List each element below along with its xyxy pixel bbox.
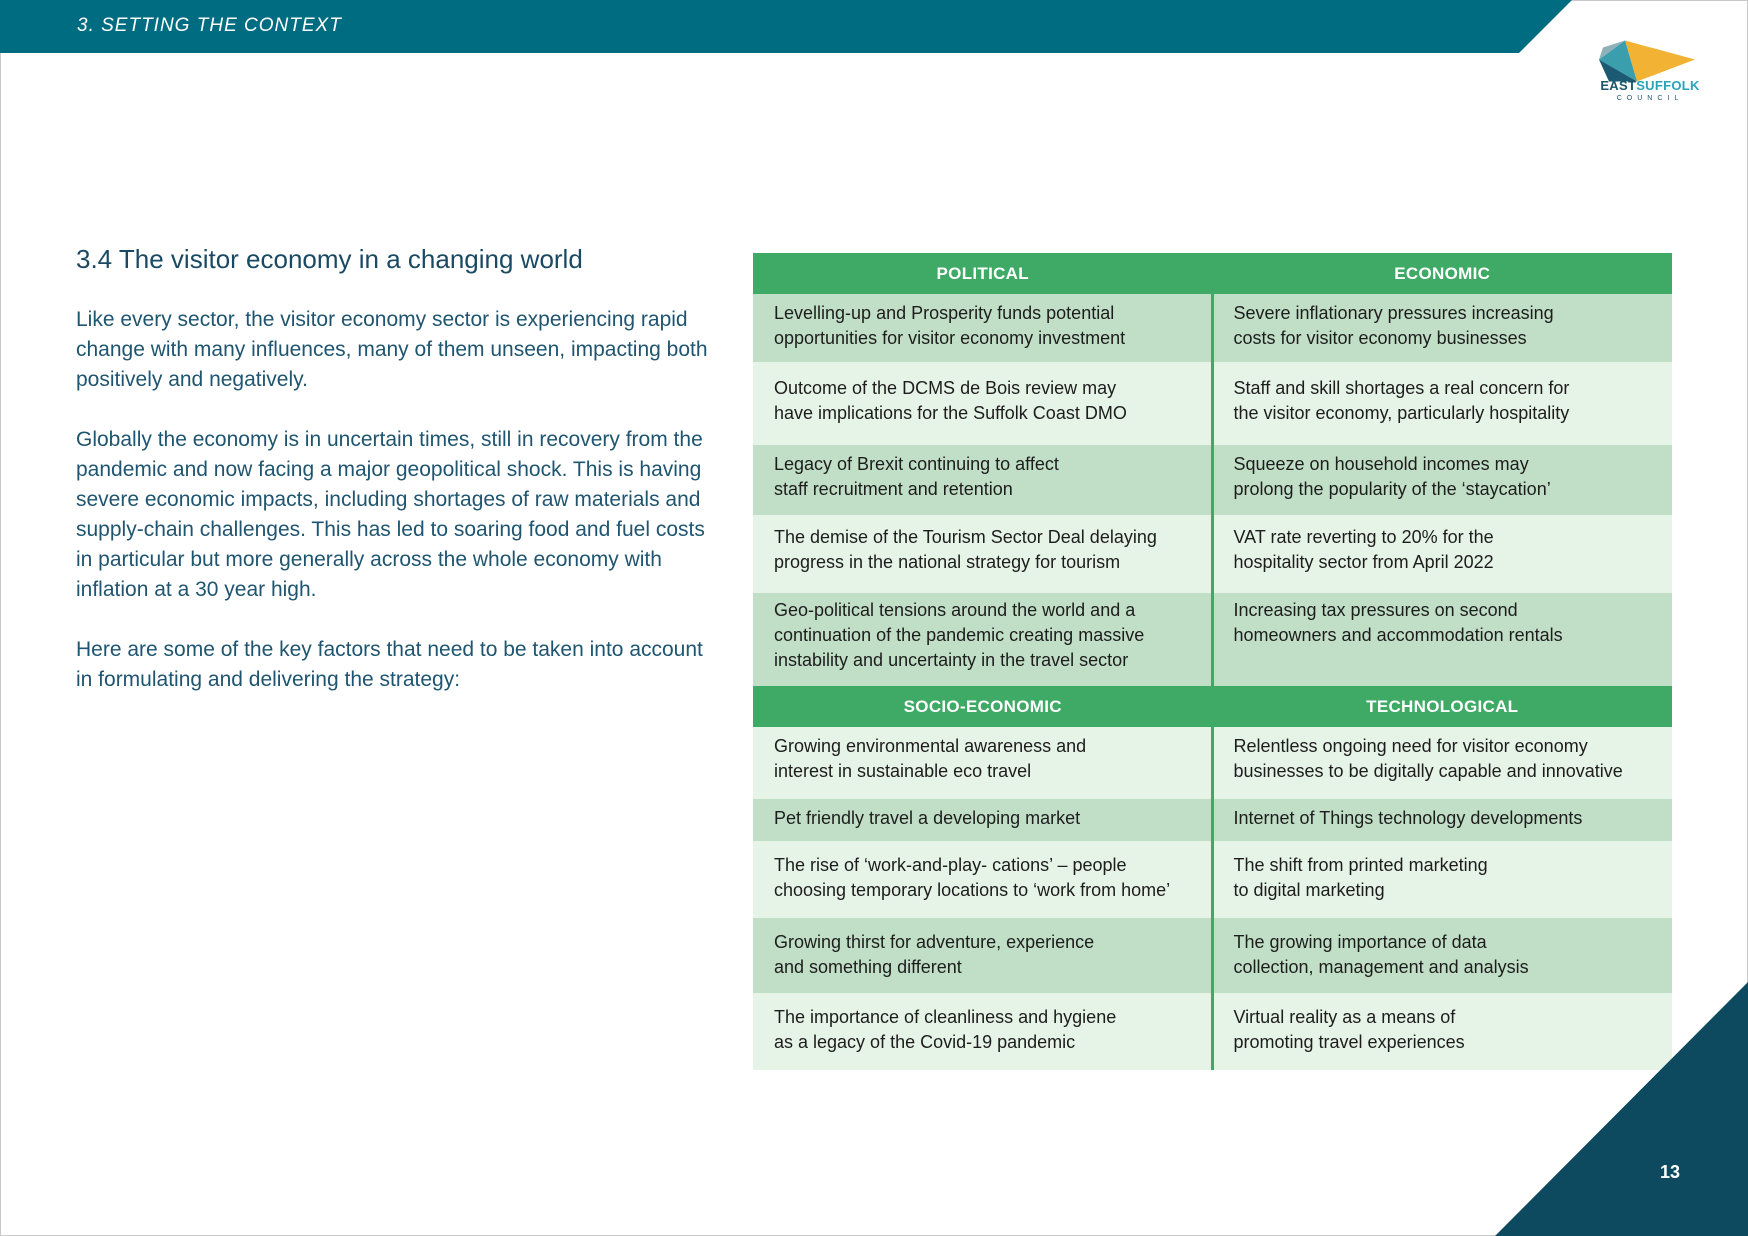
socio-economic-cell: Growing thirst for adventure, experience and something different — [753, 918, 1214, 993]
technological-cell: The growing importance of data collection, management and analysis — [1233, 932, 1529, 977]
table-row — [753, 515, 1672, 593]
table-row — [753, 294, 1672, 362]
political-cell: The demise of the Tourism Sector Deal delaying progress in the national strategy for tourism — [753, 515, 1214, 593]
economic-cell: Severe inflationary pressures increasing costs for visitor economy businesses — [1233, 303, 1554, 348]
corner-triangle-shape — [1495, 982, 1748, 1236]
logo-council: COUNCIL — [1616, 95, 1684, 102]
corner-triangle — [1495, 982, 1748, 1236]
logo-yellow-shape — [1625, 41, 1695, 82]
technological-cell: Relentless ongoing need for visitor economy businesses to be digitally capable and innovative — [1233, 736, 1623, 781]
key-factors-paragraph: Here are some of the key factors that need to be taken into account in formulating and delivering the strategy: — [76, 638, 703, 691]
economic-header: ECONOMIC — [1394, 264, 1491, 283]
pest-header-bottom — [753, 686, 1672, 727]
economic-cell: Increasing tax pressures on second homeowners and accommodation rentals — [1233, 600, 1563, 645]
page-heading: 3.4 The visitor economy in a changing world — [76, 244, 583, 274]
technological-cell: The shift from printed marketing to digital marketing — [1233, 855, 1488, 900]
political-cell: Geo-political tensions around the world and a continuation of the pandemic creating massive instability and uncertainty in the travel sector — [753, 593, 1214, 686]
political-header: POLITICAL — [936, 264, 1029, 283]
economic-cell: Squeeze on household incomes may prolong the popularity of the ‘staycation’ — [1233, 454, 1551, 499]
technological-cell: Internet of Things technology developments — [1233, 808, 1583, 828]
political-cell: Levelling-up and Prosperity funds potential opportunities for visitor economy investment — [753, 294, 1214, 362]
logo-suffolk: SUFFOLK — [1636, 78, 1700, 93]
section-title: 3. SETTING THE CONTEXT — [77, 15, 342, 36]
pest-header-top — [753, 253, 1672, 294]
logo-name — [1592, 78, 1708, 93]
economy-paragraph: Globally the economy is in uncertain times, still in recovery from the pandemic and now facing a major geopolitical shock. This is having severe economic impacts, including shortages of raw materials and supply-chain challenges. This has led to soaring food and fuel costs in particular but more generally across the whole economy with inflation at a 30 year high. — [76, 428, 705, 601]
economic-cell: Staff and skill shortages a real concern for the visitor economy, particularly hospitality — [1233, 378, 1570, 423]
political-cell: Outcome of the DCMS de Bois review may have implications for the Suffolk Coast DMO — [753, 362, 1214, 445]
political-cell: Legacy of Brexit continuing to affect staff recruitment and retention — [753, 445, 1214, 515]
socio-economic-cell: Growing environmental awareness and interest in sustainable eco travel — [753, 727, 1214, 799]
technological-header: TECHNOLOGICAL — [1366, 697, 1519, 716]
intro-paragraph: Like every sector, the visitor economy sector is experiencing rapid change with many influences, many of them unseen, impacting both positively and negatively. — [76, 308, 708, 391]
page-number: 13 — [1659, 1162, 1680, 1182]
socio-economic-cell: Pet friendly travel a developing market — [753, 799, 1214, 841]
socio-economic-cell: The importance of cleanliness and hygiene as a legacy of the Covid-19 pandemic — [753, 993, 1214, 1070]
technological-cell: Virtual reality as a means of promoting travel experiences — [1233, 1007, 1465, 1052]
socio-economic-header: SOCIO-ECONOMIC — [903, 697, 1062, 716]
logo-east: EAST — [1600, 78, 1637, 93]
table-row — [753, 362, 1672, 445]
table-row — [753, 445, 1672, 515]
table-row — [753, 727, 1672, 799]
economic-cell: VAT rate reverting to 20% for the hospitality sector from April 2022 — [1233, 527, 1494, 572]
table-row — [753, 841, 1672, 918]
table-row — [753, 799, 1672, 841]
pest-table — [753, 253, 1672, 1070]
table-row — [753, 593, 1672, 686]
socio-economic-cell: The rise of ‘work-and-play- cations’ – people choosing temporary locations to ‘work from home’ — [753, 841, 1214, 918]
intro-column — [76, 244, 716, 725]
logo-wordmark — [1592, 78, 1708, 102]
